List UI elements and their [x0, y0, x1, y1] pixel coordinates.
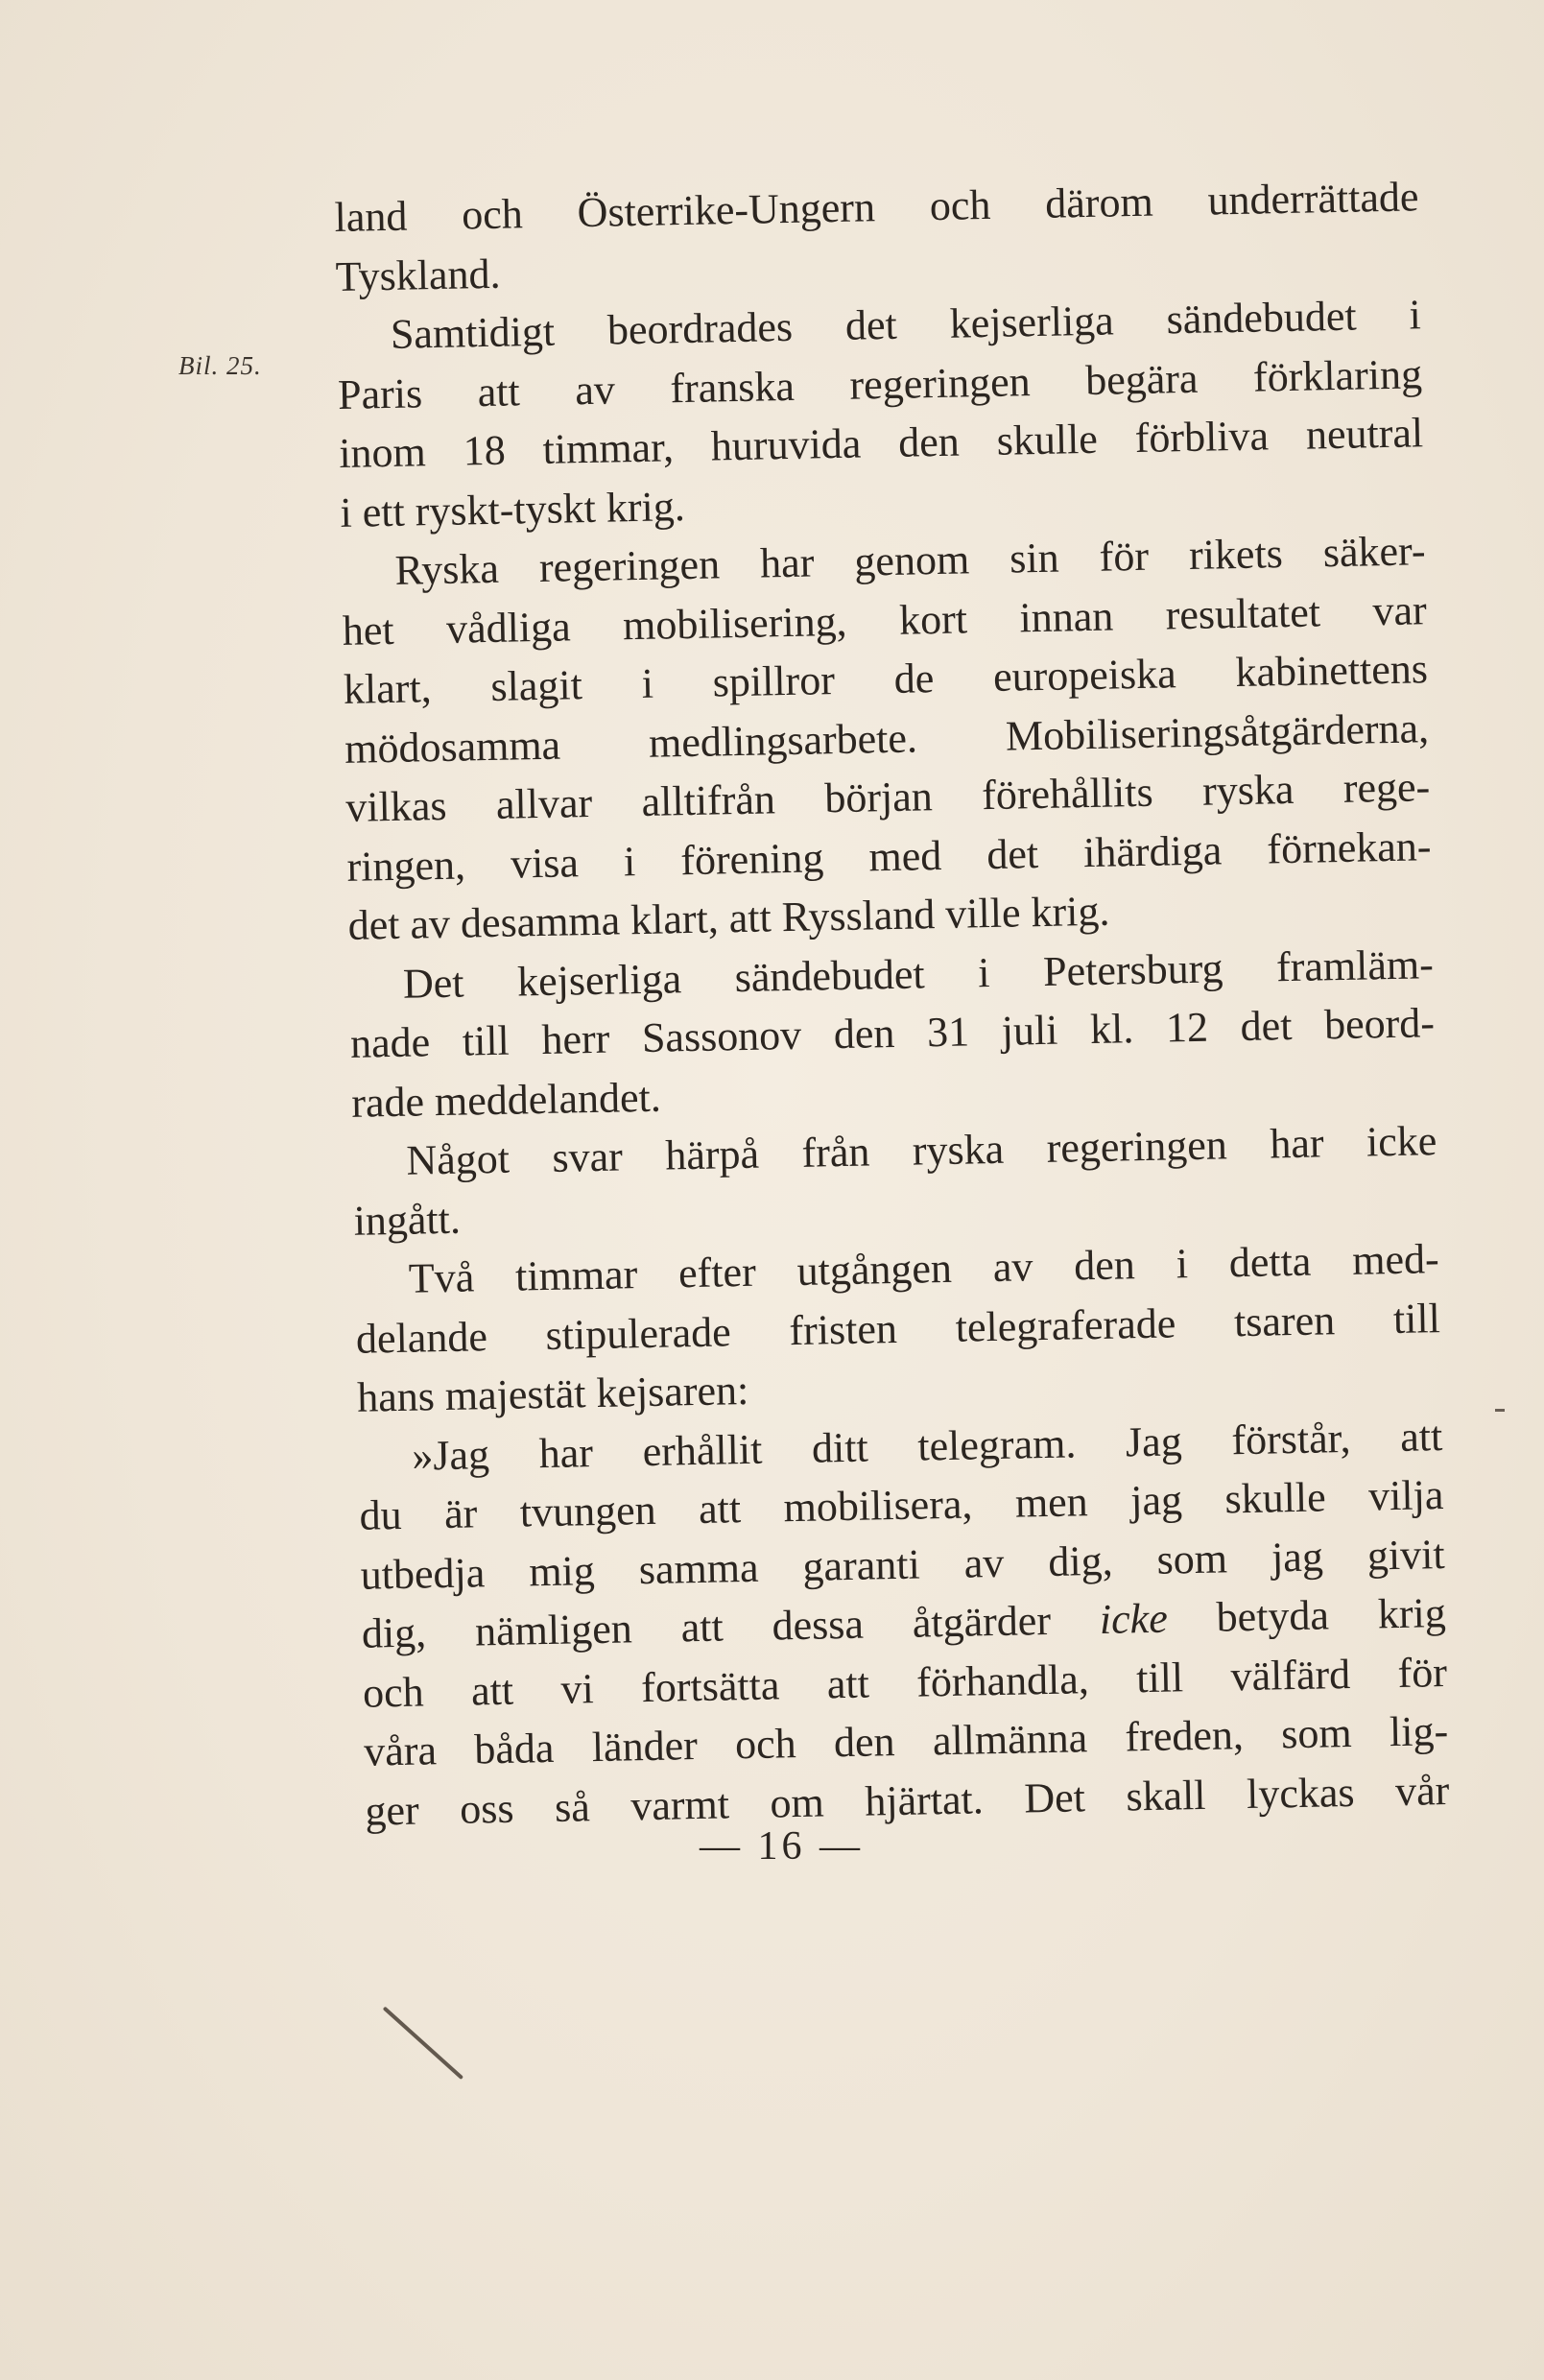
text-line: i ett ryskt-tyskt krig. [340, 482, 686, 536]
text-line: hans majestät kejsaren: [356, 1366, 749, 1421]
text-line: och att vi fortsätta att förhandla, till välfärd för [362, 1648, 1448, 1717]
text-line: våra båda länder och den allmänna freden, som lig- [363, 1707, 1449, 1775]
pencil-mark [383, 2007, 463, 2081]
text-line: utbedja mig samma garanti av dig, som jag givit [360, 1530, 1446, 1599]
text-line: rade meddelandet. [350, 1073, 662, 1127]
emphasis: icke [1099, 1594, 1169, 1643]
text-line: du är tvungen att mobilisera, men jag skulle vilja [359, 1471, 1444, 1539]
margin-note: Bil. 25. [178, 351, 262, 380]
text-line: het vådliga mobilisering, kort innan resultatet var [342, 585, 1428, 654]
body-text [334, 167, 1450, 1840]
text-line: land och Österrike-Ungern och därom underrättade [334, 173, 1419, 241]
text-line: »Jag har erhållit ditt telegram. Jag förstår, att [411, 1412, 1443, 1480]
text-line: mödosamma medlingsarbete. Mobiliseringsåtgärderna, [344, 703, 1430, 773]
text-line: Samtidigt beordrades det kejserliga sändebudet i [390, 291, 1422, 358]
edge-mark [1495, 1409, 1505, 1412]
text-line: Det kejserliga sändebudet i Petersburg framläm- [402, 940, 1435, 1008]
text-line: ger oss så varmt om hjärtat. Det skall lyckas vår [364, 1766, 1450, 1835]
text-line: ringen, visa i förening med det ihärdiga förnekan- [346, 821, 1432, 891]
text-line: Tyskland. [335, 250, 501, 300]
text-line: Paris att av franska regeringen begära förklaring [337, 349, 1423, 418]
text-line: inom 18 timmar, huruvida den skulle förbliva neutral [338, 409, 1424, 477]
text-line: dig, nämligen att dessa åtgärder icke betyda krig [361, 1589, 1447, 1657]
text-line: ingått. [353, 1195, 462, 1245]
text-line: Två timmar efter utgången av den i detta med- [408, 1235, 1440, 1302]
page-number: — 16 — [700, 1824, 864, 1868]
text-line: Ryska regeringen har genom sin för rikets säker- [394, 527, 1426, 594]
text-line: nade till herr Sassonov den 31 juli kl. 12 det beord- [349, 999, 1436, 1067]
text-line: det av desamma klart, att Ryssland ville krig. [347, 887, 1110, 949]
text-line: Något svar härpå från ryska regeringen har icke [405, 1117, 1437, 1184]
text-line: vilkas allvar alltifrån början förehållits ryska rege- [344, 763, 1431, 831]
text-line: delande stipulerade fristen telegraferade tsaren till [355, 1294, 1441, 1363]
text-line: klart, slagit i spillror de europeiska kabinettens [343, 645, 1429, 713]
